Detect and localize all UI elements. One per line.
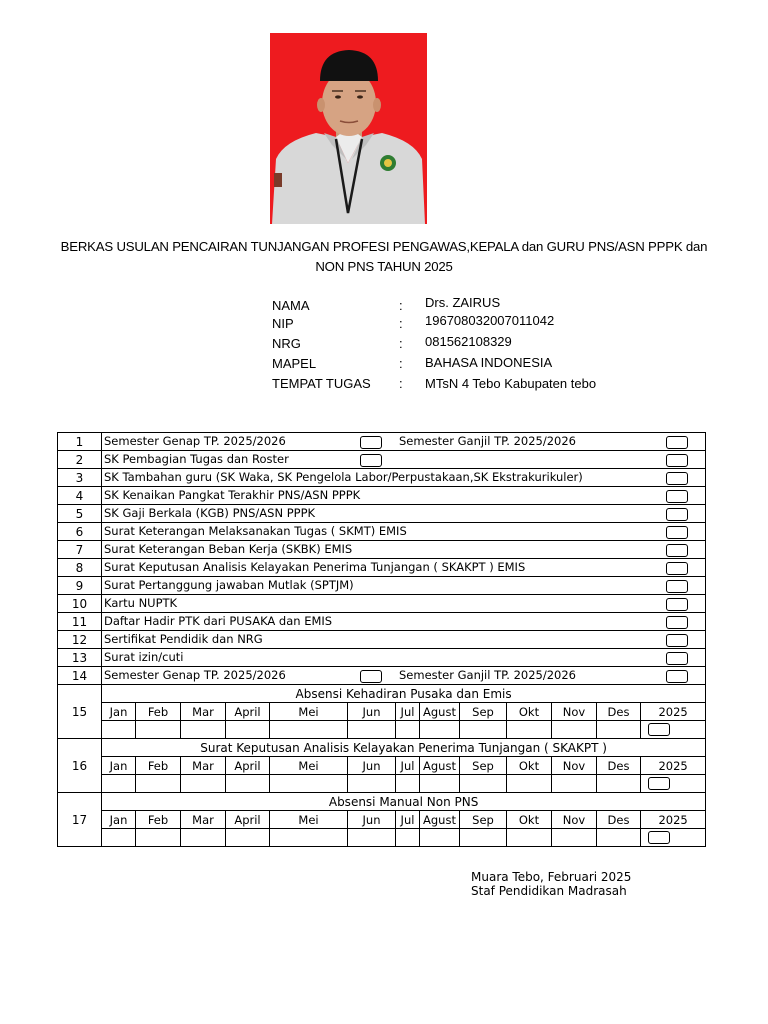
table-row <box>58 559 706 577</box>
info-colon: : <box>399 316 403 331</box>
info-colon: : <box>399 376 403 391</box>
month-cell: Jun <box>348 811 396 829</box>
month-entry[interactable] <box>270 775 348 793</box>
month-cell: Sep <box>460 703 507 721</box>
month-cell: Jan <box>102 703 136 721</box>
month-cell: Jul <box>396 811 420 829</box>
row-label: Surat Keterangan Melaksanakan Tugas ( SKMT) EMIS <box>104 524 407 538</box>
month-entry[interactable] <box>552 721 597 739</box>
month-entry[interactable] <box>420 721 460 739</box>
row-number: 15 <box>58 685 102 739</box>
checkbox[interactable] <box>666 598 688 611</box>
month-entry[interactable] <box>181 775 226 793</box>
signatory-position: Staf Pendidikan Madrasah <box>471 884 627 898</box>
checkbox[interactable] <box>648 777 670 790</box>
row-label: Sertifikat Pendidik dan NRG <box>104 632 263 646</box>
month-entry-row <box>58 775 706 793</box>
table-row <box>58 469 706 487</box>
month-entry[interactable] <box>507 775 552 793</box>
checkbox[interactable] <box>666 616 688 629</box>
checkbox[interactable] <box>666 472 688 485</box>
month-entry[interactable] <box>552 829 597 847</box>
row-label: Surat Keputusan Analisis Kelayakan Penerima Tunjangan ( SKAKPT ) EMIS <box>104 560 526 574</box>
info-label-tempat-tugas: TEMPAT TUGAS <box>272 376 371 391</box>
month-entry[interactable] <box>597 775 641 793</box>
month-header-row <box>58 757 706 775</box>
info-label-mapel: MAPEL <box>272 356 317 371</box>
table-row <box>58 631 706 649</box>
document-title-line-2: NON PNS TAHUN 2025 <box>315 259 453 274</box>
checkbox[interactable] <box>666 670 688 683</box>
checkbox[interactable] <box>648 723 670 736</box>
month-entry[interactable] <box>460 829 507 847</box>
section-title-row <box>58 685 706 703</box>
table-row <box>58 523 706 541</box>
row-number: 16 <box>58 739 102 793</box>
checkbox[interactable] <box>666 436 688 449</box>
month-entry[interactable] <box>460 775 507 793</box>
month-cell: Jan <box>102 811 136 829</box>
checkbox[interactable] <box>360 454 382 467</box>
month-entry[interactable] <box>507 721 552 739</box>
row-label: SK Pembagian Tugas dan Roster <box>104 452 289 466</box>
row-label: Kartu NUPTK <box>104 596 178 610</box>
document-checklist-table <box>57 432 706 847</box>
month-cell: April <box>226 811 270 829</box>
year-cell: 2025 <box>641 811 706 829</box>
info-label-nama: NAMA <box>272 298 310 313</box>
month-entry[interactable] <box>396 829 420 847</box>
month-cell: Des <box>597 703 641 721</box>
month-entry[interactable] <box>396 721 420 739</box>
info-value-mapel: BAHASA INDONESIA <box>425 355 553 370</box>
month-cell: Nov <box>552 811 597 829</box>
profile-photo <box>270 33 427 224</box>
table-row <box>58 667 706 685</box>
month-cell: Agust <box>420 703 460 721</box>
month-cell: April <box>226 757 270 775</box>
month-cell: Mei <box>270 703 348 721</box>
month-entry[interactable] <box>270 829 348 847</box>
year-cell: 2025 <box>641 703 706 721</box>
info-value-nrg: 081562108329 <box>425 334 512 349</box>
table-row <box>58 487 706 505</box>
month-entry-row <box>58 721 706 739</box>
checkbox[interactable] <box>666 562 688 575</box>
row-number: 12 <box>58 631 102 649</box>
section-title-row <box>58 793 706 811</box>
month-entry[interactable] <box>507 829 552 847</box>
month-entry[interactable] <box>181 721 226 739</box>
place-date: Muara Tebo, Februari 2025 <box>471 870 632 884</box>
row-label: SK Tambahan guru (SK Waka, SK Pengelola Labor/Perpustakaan,SK Ekstrakurikuler) <box>104 470 583 484</box>
month-entry[interactable] <box>136 775 181 793</box>
info-value-tempat-tugas: MTsN 4 Tebo Kabupaten tebo <box>425 376 597 391</box>
section-title: Surat Keputusan Analisis Kelayakan Penerima Tunjangan ( SKAKPT ) <box>102 739 706 757</box>
month-entry[interactable] <box>597 829 641 847</box>
checkbox[interactable] <box>666 544 688 557</box>
checkbox[interactable] <box>666 580 688 593</box>
row-number: 1 <box>58 433 102 451</box>
month-entry[interactable] <box>420 775 460 793</box>
row-label: Surat Keterangan Beban Kerja (SKBK) EMIS <box>104 542 353 556</box>
table-row <box>58 613 706 631</box>
month-entry[interactable] <box>136 721 181 739</box>
month-entry[interactable] <box>460 721 507 739</box>
info-label-nip: NIP <box>272 316 294 331</box>
row-number: 2 <box>58 451 102 469</box>
section-title: Absensi Manual Non PNS <box>102 793 706 811</box>
checkbox[interactable] <box>666 454 688 467</box>
month-cell: Feb <box>136 703 181 721</box>
month-cell: April <box>226 703 270 721</box>
month-entry[interactable] <box>226 775 270 793</box>
table-row <box>58 649 706 667</box>
month-entry[interactable] <box>597 721 641 739</box>
info-value-nip: 196708032007011042 <box>425 313 555 328</box>
document-title-line-1: BERKAS USULAN PENCAIRAN TUNJANGAN PROFESI PENGAWAS,KEPALA dan GURU PNS/ASN PPPK dan <box>60 239 708 254</box>
row-label: Surat izin/cuti <box>104 650 184 664</box>
row-label: SK Kenaikan Pangkat Terakhir PNS/ASN PPPK <box>104 488 361 502</box>
table-row <box>58 541 706 559</box>
checkbox[interactable] <box>666 526 688 539</box>
checkbox[interactable] <box>360 436 382 449</box>
row-label: Semester Genap TP. 2025/2026 <box>104 434 286 448</box>
month-cell: Jan <box>102 757 136 775</box>
table-row <box>58 433 706 451</box>
row-number: 11 <box>58 613 102 631</box>
section-title: Absensi Kehadiran Pusaka dan Emis <box>102 685 706 703</box>
month-cell: Jun <box>348 757 396 775</box>
month-cell: Okt <box>507 811 552 829</box>
month-cell: Sep <box>460 757 507 775</box>
row-number: 14 <box>58 667 102 685</box>
month-entry[interactable] <box>348 775 396 793</box>
month-entry[interactable] <box>102 829 136 847</box>
table-row <box>58 595 706 613</box>
month-entry[interactable] <box>136 829 181 847</box>
month-cell: Jul <box>396 703 420 721</box>
checkbox[interactable] <box>666 652 688 665</box>
month-header-row <box>58 811 706 829</box>
month-entry[interactable] <box>348 721 396 739</box>
checkbox[interactable] <box>666 508 688 521</box>
row-label-secondary: Semester Ganjil TP. 2025/2026 <box>399 434 576 448</box>
month-entry[interactable] <box>270 721 348 739</box>
row-number: 6 <box>58 523 102 541</box>
month-cell: Nov <box>552 703 597 721</box>
info-colon: : <box>399 298 403 313</box>
month-cell: Jul <box>396 757 420 775</box>
month-cell: Mar <box>181 703 226 721</box>
month-cell: Des <box>597 811 641 829</box>
month-cell: Mar <box>181 757 226 775</box>
info-label-nrg: NRG <box>272 336 301 351</box>
month-entry[interactable] <box>552 775 597 793</box>
section-title-row <box>58 739 706 757</box>
row-number: 4 <box>58 487 102 505</box>
table-row <box>58 505 706 523</box>
month-entry[interactable] <box>226 829 270 847</box>
row-number: 5 <box>58 505 102 523</box>
month-cell: Feb <box>136 757 181 775</box>
person-portrait-icon <box>270 33 427 224</box>
month-cell: Okt <box>507 703 552 721</box>
row-label: SK Gaji Berkala (KGB) PNS/ASN PPPK <box>104 506 316 520</box>
checkbox[interactable] <box>666 490 688 503</box>
month-entry[interactable] <box>181 829 226 847</box>
month-cell: Nov <box>552 757 597 775</box>
month-entry[interactable] <box>102 721 136 739</box>
row-number: 10 <box>58 595 102 613</box>
month-entry[interactable] <box>102 775 136 793</box>
month-cell: Jun <box>348 703 396 721</box>
month-entry[interactable] <box>348 829 396 847</box>
month-entry[interactable] <box>420 829 460 847</box>
info-colon: : <box>399 356 403 371</box>
checkbox[interactable] <box>648 831 670 844</box>
row-label: Surat Pertanggung jawaban Mutlak (SPTJM) <box>104 578 354 592</box>
row-number: 7 <box>58 541 102 559</box>
month-entry[interactable] <box>396 775 420 793</box>
year-cell: 2025 <box>641 757 706 775</box>
month-entry-row <box>58 829 706 847</box>
month-cell: Agust <box>420 811 460 829</box>
month-cell: Mei <box>270 757 348 775</box>
row-number: 9 <box>58 577 102 595</box>
row-label-secondary: Semester Ganjil TP. 2025/2026 <box>399 668 576 682</box>
month-cell: Okt <box>507 757 552 775</box>
row-label: Daftar Hadir PTK dari PUSAKA dan EMIS <box>104 614 333 628</box>
month-cell: Sep <box>460 811 507 829</box>
row-number: 17 <box>58 793 102 847</box>
month-cell: Mar <box>181 811 226 829</box>
month-cell: Mei <box>270 811 348 829</box>
month-header-row <box>58 703 706 721</box>
row-number: 13 <box>58 649 102 667</box>
table-row <box>58 451 706 469</box>
month-cell: Feb <box>136 811 181 829</box>
row-label: Semester Genap TP. 2025/2026 <box>104 668 286 682</box>
month-entry[interactable] <box>226 721 270 739</box>
month-cell: Agust <box>420 757 460 775</box>
checkbox[interactable] <box>360 670 382 683</box>
info-colon: : <box>399 336 403 351</box>
info-value-nama: Drs. ZAIRUS <box>425 295 501 310</box>
table-row <box>58 577 706 595</box>
row-number: 3 <box>58 469 102 487</box>
month-cell: Des <box>597 757 641 775</box>
checkbox[interactable] <box>666 634 688 647</box>
row-number: 8 <box>58 559 102 577</box>
